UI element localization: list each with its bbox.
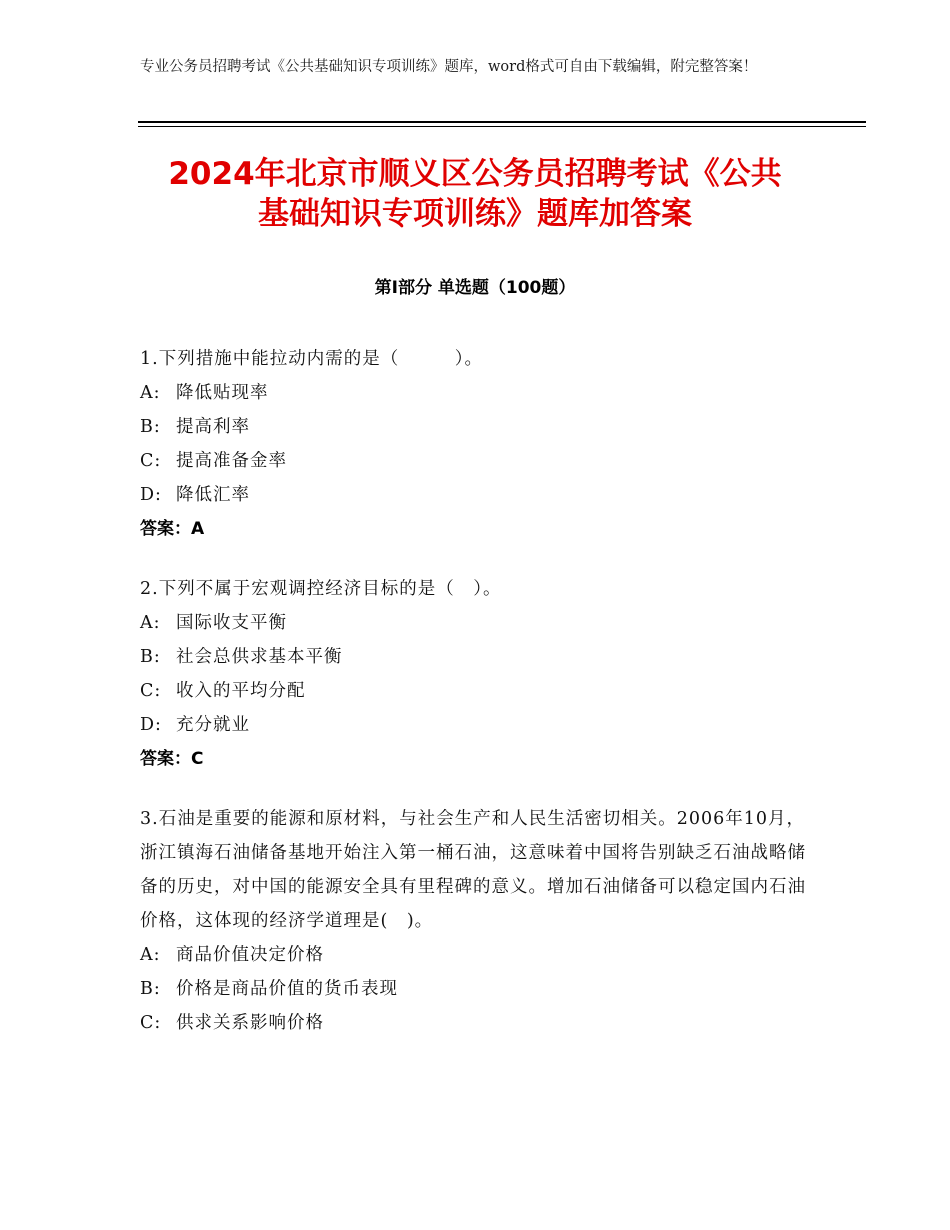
option-letter: B:	[140, 979, 161, 999]
answer: 答案：A	[140, 519, 205, 539]
option-text: 降低汇率	[176, 485, 250, 505]
section-title: 第Ⅰ部分 单选题（100题）	[374, 278, 576, 298]
question-list	[140, 342, 810, 1066]
header-rule-thin	[138, 126, 866, 127]
option-b	[140, 640, 810, 674]
option-letter: D:	[140, 715, 162, 735]
option-text: 国际收支平衡	[176, 613, 287, 633]
option-text: 充分就业	[176, 715, 250, 735]
option-letter: A:	[140, 613, 161, 633]
option-letter: C:	[140, 451, 162, 471]
question-stem: 3.石油是重要的能源和原材料，与社会生产和人民生活密切相关。2006年10月，浙江镇海石油储备基地开始注入第一桶石油，这意味着中国将告别缺乏石油战略储备的历史，对中国的能源安全具有里程碑的意义。增加石油储备可以稳定国内石油价格，这体现的经济学道理是( )。	[140, 809, 806, 931]
title-line-2: 基础知识专项训练》题库加答案	[258, 196, 692, 232]
option-c	[140, 444, 810, 478]
question-stem: 1.下列措施中能拉动内需的是（ ）。	[140, 349, 483, 369]
option-letter: A:	[140, 945, 161, 965]
document-title	[120, 154, 830, 234]
option-letter: D:	[140, 485, 162, 505]
option-a	[140, 606, 810, 640]
option-b	[140, 972, 810, 1006]
option-text: 提高利率	[176, 417, 250, 437]
answer: 答案：C	[140, 749, 204, 769]
title-line-1: 2024年北京市顺义区公务员招聘考试《公共	[168, 156, 782, 192]
option-text: 收入的平均分配	[176, 681, 306, 701]
option-a	[140, 938, 810, 972]
option-text: 价格是商品价值的货币表现	[176, 979, 398, 999]
option-b	[140, 410, 810, 444]
option-text: 供求关系影响价格	[176, 1013, 324, 1033]
option-d	[140, 708, 810, 742]
option-text: 提高准备金率	[176, 451, 287, 471]
option-a	[140, 376, 810, 410]
option-text: 社会总供求基本平衡	[176, 647, 343, 667]
option-text: 降低贴现率	[176, 383, 269, 403]
option-d	[140, 478, 810, 512]
option-text: 商品价值决定价格	[176, 945, 324, 965]
question-3	[140, 802, 810, 1040]
header-note: 专业公务员招聘考试《公共基础知识专项训练》题库，word格式可自由下载编辑，附完整答案！	[140, 59, 758, 75]
option-letter: C:	[140, 1013, 162, 1033]
question-1	[140, 342, 810, 546]
option-letter: B:	[140, 647, 161, 667]
option-letter: A:	[140, 383, 161, 403]
option-c	[140, 1006, 810, 1040]
question-2	[140, 572, 810, 776]
question-stem: 2.下列不属于宏观调控经济目标的是（ ）。	[140, 579, 502, 599]
option-letter: B:	[140, 417, 161, 437]
header-rule-thick	[138, 121, 866, 123]
option-letter: C:	[140, 681, 162, 701]
option-c	[140, 674, 810, 708]
